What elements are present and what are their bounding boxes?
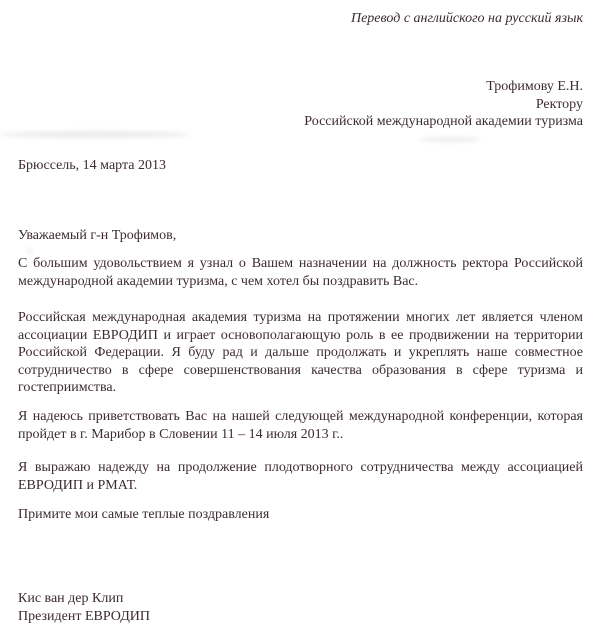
closing-line: Примите мои самые теплые поздравления [18,507,270,522]
scan-artifact [0,131,190,138]
recipient-title: Ректору [535,96,583,112]
body-paragraph-1: С большим удовольствием я узнал о Вашем назначении на должность ректора Российской международной академии туризма, с чем хотел бы поздравить Вас. [18,256,583,289]
dateline: Брюссель, 14 марта 2013 [18,158,166,173]
scan-artifact [420,137,480,142]
recipient-block [18,78,583,131]
recipient-name: Трофимову Е.Н. [486,79,583,94]
salutation: Уважаемый г-н Трофимов, [18,228,177,243]
signature-name: Кис ван дер Клип [18,591,124,606]
body-paragraph-3: Я надеюсь приветствовать Вас на нашей следующей международной конференции, которая пройдет в г. Марибор в Словении 11 – 14 июля 2013 г.. [18,409,583,442]
body-paragraph-4: Я выражаю надежду на продолжение плодотворного сотрудничества между ассоциацией ЕВРОДИП и РМАТ. [18,460,583,493]
signature-block [18,590,583,625]
scan-artifact [27,249,33,253]
signature-title: Президент ЕВРОДИП [18,608,150,624]
translation-note: Перевод с английского на русский язык [350,11,583,26]
body-paragraph-2: Российская международная академия туризма на протяжении многих лет является членом ассоциации ЕВРОДИП и играет основополагающую роль в ее продвижении на территории Российской Федерации. Я буду рад и дальше продолжать и укреплять наше совместное сотрудничество в сфере совершенствования качества образования в сфере туризма и гостеприимства. [18,310,583,395]
recipient-organization: Российской международной академии туризма [304,114,583,129]
